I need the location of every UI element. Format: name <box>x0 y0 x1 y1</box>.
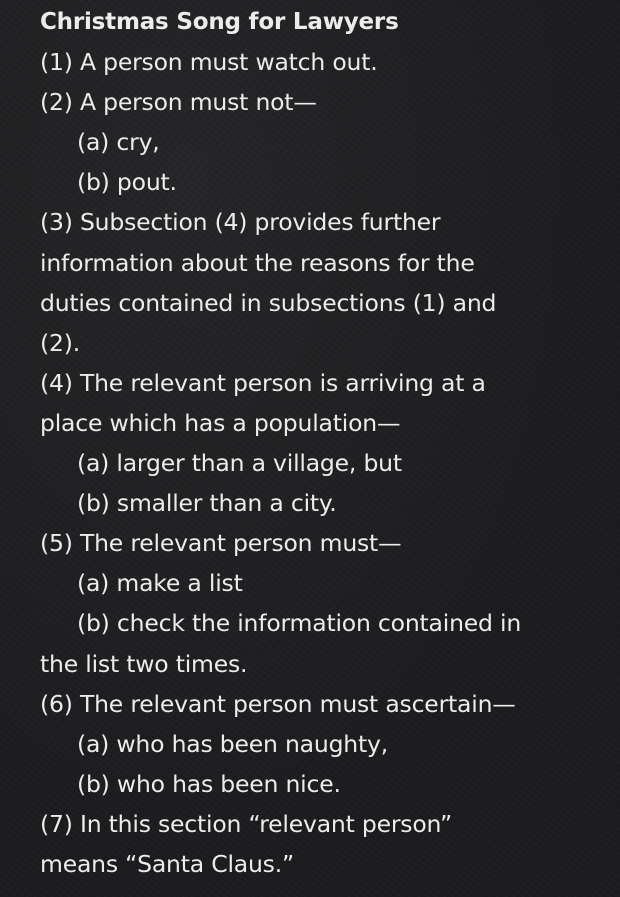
note-line-indented: (b) pout. <box>77 168 177 197</box>
note-line-indented: (a) make a list <box>77 569 243 598</box>
note-line-indented: (b) who has been nice. <box>77 769 341 798</box>
note-line-indented: (a) who has been naughty, <box>77 729 388 758</box>
note-line: (6) The relevant person must ascertain— <box>40 689 516 718</box>
note-line: duties contained in subsections (1) and <box>40 288 497 317</box>
note-title: Christmas Song for Lawyers <box>40 9 399 35</box>
note-line: the list two times. <box>40 649 248 678</box>
note-line: (2) A person must not— <box>40 88 317 117</box>
note-line: means “Santa Claus.” <box>40 849 294 878</box>
note-line: place which has a population— <box>40 408 401 437</box>
note-line: (1) A person must watch out. <box>40 48 378 77</box>
note-line: information about the reasons for the <box>40 248 475 277</box>
note-line: (7) In this section “relevant person” <box>40 809 452 838</box>
note-line: (5) The relevant person must— <box>40 529 402 558</box>
note-line: (4) The relevant person is arriving at a <box>40 368 486 397</box>
note-body[interactable] <box>40 0 610 884</box>
note-line: (3) Subsection (4) provides further <box>40 208 441 237</box>
note-line-indented: (a) cry, <box>77 128 160 157</box>
note-line: (2). <box>40 328 80 357</box>
note-line-indented: (a) larger than a village, but <box>77 449 402 478</box>
note-line-indented: (b) smaller than a city. <box>77 489 337 518</box>
note-line-indented: (b) check the information contained in <box>77 609 522 638</box>
